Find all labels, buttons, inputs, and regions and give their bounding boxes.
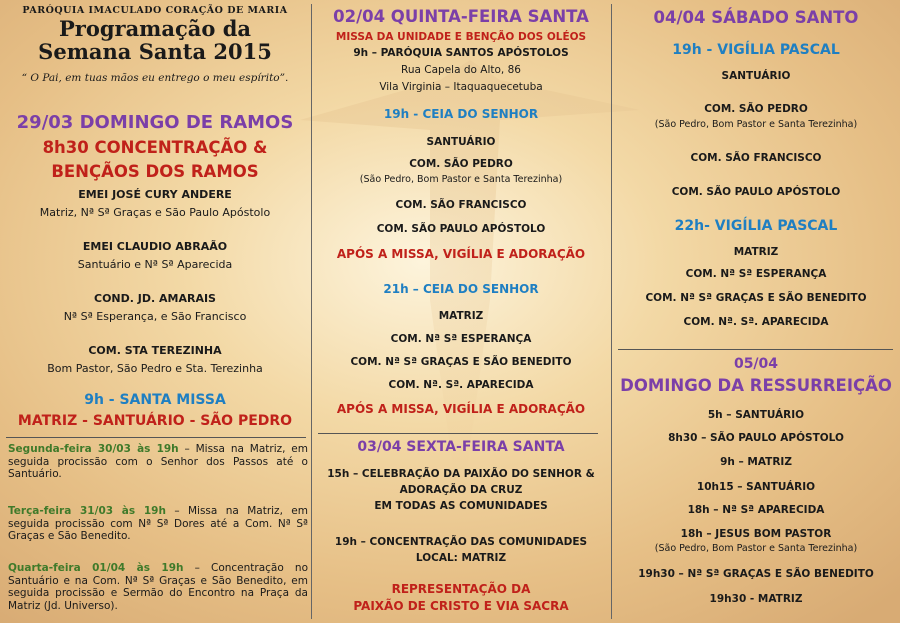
- mass-3: 9h – MATRIZ: [720, 456, 792, 468]
- mass-7: 19h30 – Nª Sª GRAÇAS E SÃO BENEDITO: [638, 568, 874, 580]
- missa-heading: 9h - SANTA MISSA: [84, 392, 226, 408]
- loc-santuario: SANTUÁRIO: [721, 70, 791, 82]
- loc-esperanca: COM. Nª Sª ESPERANÇA: [390, 333, 532, 345]
- location-emei2: EMEI CLAUDIO ABRAÃO: [82, 240, 228, 253]
- quote: “ O Pai, em tuas mãos eu entrego o meu espírito”.: [21, 72, 289, 84]
- day-heading-domingo: DOMINGO DA RESSURREIÇÃO: [620, 376, 892, 395]
- column-sabado-domingo: [612, 0, 900, 623]
- missa-places: MATRIZ - SANTUÁRIO - SÃO PEDRO: [17, 413, 293, 429]
- loc-aparecida: COM. Nª. Sª. APARECIDA: [683, 316, 829, 328]
- day-date-domingo: 05/04: [733, 356, 779, 372]
- ceia-21h-heading: 21h – CEIA DO SENHOR: [383, 282, 539, 296]
- loc-matriz: MATRIZ: [733, 246, 779, 258]
- day-heading-ramos: 29/03 DOMINGO DE RAMOS: [16, 112, 294, 133]
- event-title-line1: 8h30 CONCENTRAÇÃO &: [42, 138, 268, 157]
- loc-sao-paulo: COM. SÃO PAULO APÓSTOLO: [671, 186, 841, 198]
- note-terca-text: – Missa na Matriz, em seguida procissão com Nª Sª Dores até a Com. Nª Sª Graças e São Benedito.: [8, 505, 308, 543]
- celebracao-line2: ADORAÇÃO DA CRUZ: [399, 484, 523, 496]
- location-com: COM. STA TEREZINHA: [88, 344, 222, 357]
- day-heading-sabado: 04/04 SÁBADO SANTO: [653, 8, 859, 27]
- location-emei1: EMEI JOSÉ CURY ANDERE: [78, 188, 232, 201]
- loc-sao-francisco: COM. SÃO FRANCISCO: [690, 152, 822, 164]
- vigilia-22h-heading: 22h- VIGÍLIA PASCAL: [674, 218, 838, 234]
- loc-aparecida: COM. Nª. Sª. APARECIDA: [388, 379, 534, 391]
- divider-domingo: [618, 349, 893, 350]
- mass-4: 10h15 – SANTUÁRIO: [696, 481, 816, 493]
- ceia-19h-heading: 19h - CEIA DO SENHOR: [383, 107, 539, 121]
- note-quarta-lead: Quarta-feira 01/04 às 19h: [8, 562, 184, 574]
- mass-6-sub: (São Pedro, Bom Pastor e Santa Terezinha): [654, 543, 858, 554]
- mass-1: 5h – SANTUÁRIO: [707, 409, 805, 421]
- loc-sao-pedro: COM. SÃO PEDRO: [409, 158, 513, 170]
- celebracao-line3: EM TODAS AS COMUNIDADES: [374, 500, 548, 512]
- mass-5: 18h – Nª Sª APARECIDA: [687, 504, 825, 516]
- column-domingo-ramos: [0, 0, 310, 623]
- apos-missa-2: APÓS A MISSA, VIGÍLIA E ADORAÇÃO: [336, 402, 586, 416]
- mass-2: 8h30 – SÃO PAULO APÓSTOLO: [668, 432, 844, 444]
- representacao-line2: PAIXÃO DE CRISTO E VIA SACRA: [353, 599, 569, 613]
- location-com-sub: Bom Pastor, São Pedro e Sta. Terezinha: [47, 362, 263, 375]
- note-segunda-lead: Segunda-feira 30/03 às 19h: [8, 443, 179, 455]
- missa-unidade: MISSA DA UNIDADE E BENÇÃO DOS OLÉOS: [335, 31, 587, 43]
- loc-gracas: COM. Nª Sª GRAÇAS E SÃO BENEDITO: [350, 356, 572, 368]
- location-cond: COND. JD. AMARAIS: [94, 292, 216, 305]
- mass-6: 18h – JESUS BOM PASTOR: [680, 528, 832, 540]
- loc-esperanca: COM. Nª Sª ESPERANÇA: [685, 268, 827, 280]
- mass-8: 19h30 - MATRIZ: [709, 593, 803, 605]
- note-segunda-text: – Missa na Matriz, em seguida procissão com o Senhor dos Passos até o Santuário.: [8, 443, 308, 481]
- address-line1: Rua Capela do Alto, 86: [401, 64, 521, 76]
- vigilia-19h-heading: 19h - VIGÍLIA PASCAL: [672, 42, 840, 58]
- location-cond-sub: Nª Sª Esperança, e São Francisco: [63, 310, 247, 323]
- divider-sexta: [318, 433, 598, 434]
- loc-sao-pedro-sub: (São Pedro, Bom Pastor e Santa Terezinha): [654, 119, 858, 130]
- loc-sao-pedro-sub: (São Pedro, Bom Pastor e Santa Terezinha): [359, 174, 563, 185]
- loc-sao-paulo: COM. SÃO PAULO APÓSTOLO: [376, 223, 546, 235]
- loc-sao-pedro: COM. SÃO PEDRO: [704, 103, 808, 115]
- location-emei2-sub: Santuário e Nª Sª Aparecida: [77, 258, 233, 271]
- day-heading-sexta: 03/04 SEXTA-FEIRA SANTA: [357, 439, 565, 455]
- parish-name: PARÓQUIA IMACULADO CORAÇÃO DE MARIA: [22, 5, 288, 16]
- page-title-line2: Semana Santa 2015: [38, 39, 272, 64]
- loc-santuario: SANTUÁRIO: [426, 136, 496, 148]
- location-emei1-sub: Matriz, Nª Sª Graças e São Paulo Apóstolo: [39, 206, 271, 219]
- address-line2: Vila Virginia – Itaquaquecetuba: [379, 81, 543, 93]
- note-quarta-text: – Concentração no Santuário e na Com. Nª Sª Graças e São Benedito, em seguida procissão e Sermão do Encontro na Praça da Matriz (Jd. Universo).: [8, 562, 308, 612]
- loc-matriz: MATRIZ: [438, 310, 484, 322]
- concentracao-line2: LOCAL: MATRIZ: [415, 552, 507, 564]
- column-quinta-sexta: [312, 0, 610, 623]
- representacao-line1: REPRESENTAÇÃO DA: [391, 582, 531, 596]
- divider-notes: [6, 437, 306, 438]
- apos-missa-1: APÓS A MISSA, VIGÍLIA E ADORAÇÃO: [336, 247, 586, 261]
- paroquia-santos-apostolos: 9h – PARÓQUIA SANTOS APÓSTOLOS: [353, 47, 569, 59]
- loc-gracas: COM. Nª Sª GRAÇAS E SÃO BENEDITO: [645, 292, 867, 304]
- page-title-line1: Programação da: [58, 16, 252, 41]
- note-terca-lead: Terça-feira 31/03 às 19h: [8, 505, 166, 517]
- loc-sao-francisco: COM. SÃO FRANCISCO: [395, 199, 527, 211]
- event-title-line2: BENÇÃOS DOS RAMOS: [51, 162, 259, 181]
- day-heading-quinta: 02/04 QUINTA-FEIRA SANTA: [333, 7, 589, 26]
- concentracao-line1: 19h – CONCENTRAÇÃO DAS COMUNIDADES: [334, 536, 588, 548]
- celebracao-line1: 15h – CELEBRAÇÃO DA PAIXÃO DO SENHOR &: [327, 468, 595, 480]
